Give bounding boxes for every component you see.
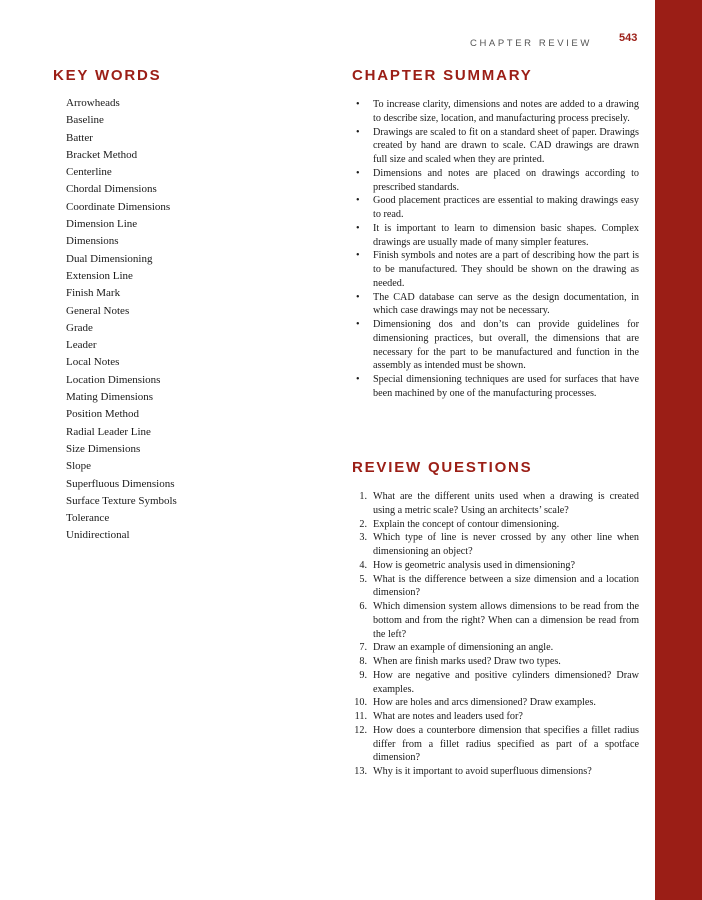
key-words-heading: KEY WORDS	[53, 67, 162, 84]
key-word-item: Mating Dimensions	[66, 391, 154, 404]
review-question-item	[340, 669, 639, 697]
summary-item	[355, 249, 639, 290]
review-questions-heading: REVIEW QUESTIONS	[352, 459, 533, 476]
question-text: How are negative and positive cylinders dimensioned? Draw examples.	[373, 669, 639, 695]
key-word-item: Coordinate Dimensions	[66, 200, 171, 213]
key-word-item: Batter	[66, 131, 93, 144]
key-word-item: Dimension Line	[66, 218, 138, 231]
key-word-item: Superfluous Dimensions	[66, 477, 175, 490]
key-word-item: Finish Mark	[66, 287, 121, 300]
question-text: Which type of line is never crossed by any other line when dimensioning an object?	[373, 532, 639, 557]
review-question-item	[340, 655, 639, 669]
summary-item	[355, 167, 639, 195]
bullet-icon: •	[356, 250, 360, 262]
question-number: 8.	[359, 656, 367, 667]
review-question-item	[340, 573, 639, 601]
question-text: How is geometric analysis used in dimensioning?	[373, 559, 576, 571]
question-text: Why is it important to avoid superfluous dimensions?	[373, 766, 592, 777]
bullet-icon: •	[356, 319, 360, 330]
chapter-summary-heading: CHAPTER SUMMARY	[352, 67, 533, 84]
summary-text: Drawings are scaled to fit on a standard sheet of paper. Drawings created by hand are drawn to scale. CAD drawings are drawn full size and scaled when they are printed.	[373, 126, 639, 165]
bullet-icon: •	[356, 291, 360, 303]
key-word-item: Bracket Method	[66, 148, 138, 161]
question-number: 5.	[359, 573, 367, 585]
chapter-summary-list	[355, 98, 639, 401]
summary-text: It is important to learn to dimension basic shapes. Complex drawings are usually made of many simpler features.	[373, 222, 639, 248]
summary-text: Dimensioning dos and don’ts can provide guidelines for dimensioning practices, but overall, the dimensions that are necessary for the part to be manufactured and function in the assembly as intended must be shown.	[373, 319, 639, 372]
key-word-item: Chordal Dimensions	[66, 183, 157, 196]
key-word-item: Baseline	[66, 114, 104, 127]
review-question-item	[340, 641, 639, 655]
question-number: 10.	[354, 697, 367, 709]
question-number: 13.	[354, 766, 367, 777]
key-word-item: Arrowheads	[66, 97, 120, 109]
summary-item	[355, 126, 639, 167]
question-number: 6.	[359, 601, 367, 612]
question-number: 2.	[359, 518, 367, 530]
key-word-item: Unidirectional	[66, 529, 130, 542]
summary-item	[355, 291, 639, 319]
running-header	[470, 32, 638, 51]
question-text: What is the difference between a size dimension and a location dimension?	[373, 573, 639, 599]
summary-item	[355, 194, 639, 222]
page-number: 543	[619, 32, 638, 44]
question-number: 3.	[359, 532, 367, 544]
bullet-icon: •	[356, 195, 360, 207]
summary-text: The CAD database can serve as the design documentation, in which case drawings may not be necessary.	[373, 291, 639, 317]
question-number: 1.	[359, 491, 367, 502]
key-word-item: Radial Leader Line	[66, 425, 151, 438]
question-text: What are the different units used when a drawing is created using a metric scale? Using an architects’ scale?	[373, 491, 639, 516]
question-text: How does a counterbore dimension that specifies a fillet radius differ from a fillet radius specified as part of a spotface dimension?	[373, 724, 639, 764]
review-questions-list	[340, 490, 639, 779]
key-word-item: General Notes	[66, 304, 130, 317]
page-edge-color-bar	[655, 0, 702, 900]
summary-item	[355, 373, 639, 401]
review-question-item	[340, 531, 639, 559]
question-number: 11.	[354, 711, 367, 722]
summary-text: Dimensions and notes are placed on drawings according to prescribed standards.	[373, 167, 639, 193]
review-question-item	[340, 710, 639, 724]
review-question-item	[340, 490, 639, 518]
key-word-item: Location Dimensions	[66, 373, 161, 386]
key-word-item: Grade	[66, 321, 93, 334]
key-word-item: Slope	[66, 460, 92, 473]
review-question-item	[340, 518, 639, 532]
question-number: 9.	[359, 669, 367, 681]
running-header-label: CHAPTER REVIEW	[470, 38, 592, 49]
review-question-item	[340, 600, 639, 641]
key-word-item: Leader	[66, 339, 97, 352]
question-number: 4.	[359, 559, 367, 571]
bullet-icon: •	[356, 374, 360, 385]
review-question-item	[340, 724, 639, 765]
bullet-icon: •	[356, 99, 360, 110]
key-word-item: Centerline	[66, 166, 112, 179]
key-word-item: Dual Dimensioning	[66, 252, 153, 265]
key-words-list	[66, 97, 177, 547]
question-number: 7.	[359, 642, 367, 654]
bullet-icon: •	[356, 222, 360, 234]
key-word-item: Surface Texture Symbols	[66, 494, 177, 507]
bullet-icon: •	[356, 167, 360, 179]
key-word-item: Size Dimensions	[66, 442, 141, 455]
summary-item	[355, 98, 639, 126]
key-word-item: Position Method	[66, 408, 140, 421]
summary-text: Special dimensioning techniques are used for surfaces that have been machined by one of the manufacturing processes.	[373, 374, 639, 399]
key-word-item: Tolerance	[66, 512, 110, 525]
question-text: How are holes and arcs dimensioned? Draw examples.	[373, 697, 596, 709]
question-text: Which dimension system allows dimensions to be read from the bottom and from the right? When can a dimension be read from the left?	[373, 601, 639, 640]
question-text: What are notes and leaders used for?	[373, 711, 523, 722]
summary-text: Finish symbols and notes are a part of describing how the part is to be manufactured. They should be shown on the drawing as needed.	[373, 250, 639, 289]
question-text: Draw an example of dimensioning an angle.	[373, 642, 554, 654]
review-question-item	[340, 696, 639, 710]
question-text: Explain the concept of contour dimensioning.	[373, 518, 560, 530]
key-word-item: Extension Line	[66, 269, 133, 282]
review-question-item	[340, 765, 639, 779]
question-number: 12.	[354, 724, 367, 736]
summary-item	[355, 222, 639, 250]
review-question-item	[340, 559, 639, 573]
key-word-item: Dimensions	[66, 235, 119, 248]
question-text: When are finish marks used? Draw two types.	[373, 656, 561, 667]
summary-text: Good placement practices are essential to making drawings easy to read.	[373, 195, 639, 220]
bullet-icon: •	[356, 126, 360, 138]
key-word-item: Local Notes	[66, 356, 120, 369]
summary-item	[355, 318, 639, 373]
summary-text: To increase clarity, dimensions and notes are added to a drawing to describe size, location, and manufacturing process precisely.	[373, 99, 639, 124]
